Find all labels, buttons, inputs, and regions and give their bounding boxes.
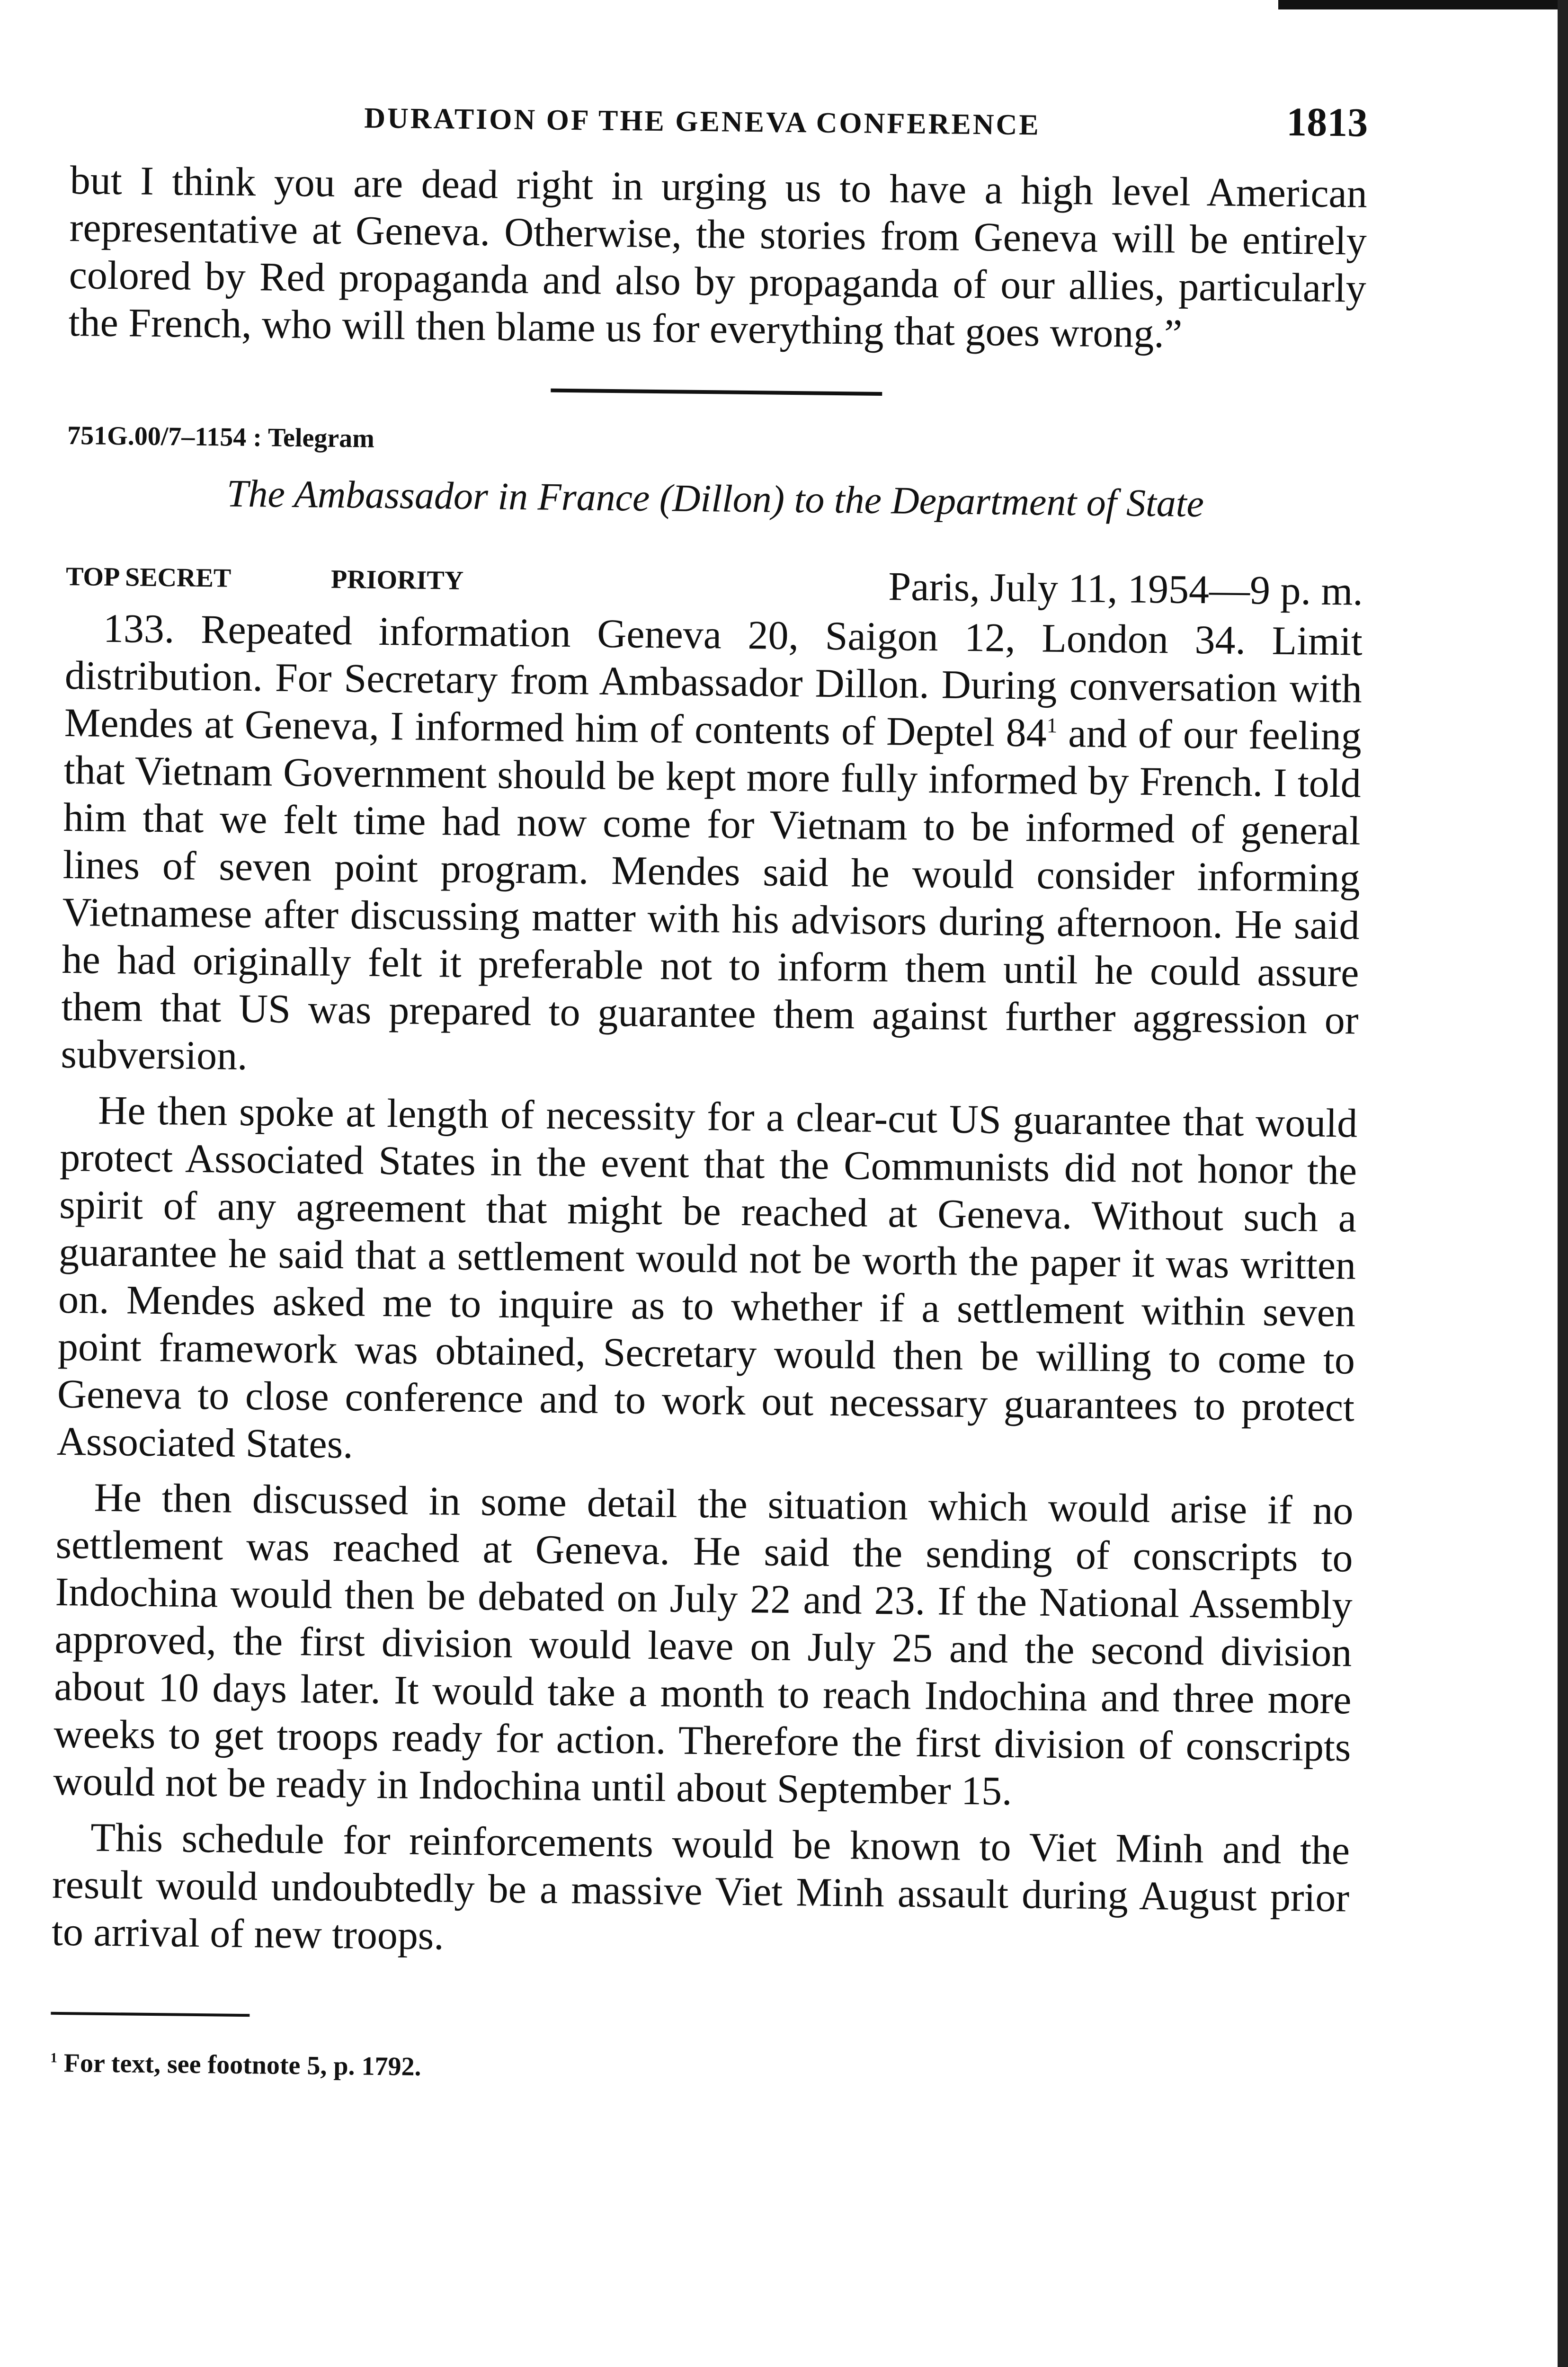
scan-edge-right <box>1558 0 1568 2367</box>
continuation-paragraph: but I think you are dead right in urging us to have a high level American representative at Geneva. Otherwise, the stories from Geneva will be entirely colored by Red propaganda and also by propaganda of our allies, particularly the French, who will then blame us for everything that goes wrong.” <box>68 157 1368 356</box>
footnote-divider <box>51 2012 249 2017</box>
scan-edge-top <box>1278 0 1568 9</box>
footnote-text: For text, see footnote 5, p. 1792. <box>57 2048 421 2082</box>
classification-row <box>65 557 1363 614</box>
telegram-paragraph-1 <box>61 604 1363 1091</box>
paragraph-1-text-b: and of our feeling that Vietnam Government should be kept more fully informed by French. I told him that we felt time had now come for Vietnam to be informed of general lines of seven point program. Mendes said he would consider informing Vietnamese after discussing matter with his advisors during afternoon. He said he had originally felt it preferable not to inform them until he could assure them that US was prepared to guarantee them against further aggression or subversion. <box>61 710 1362 1079</box>
document-file-number: 751G.00/7–1154 : Telegram <box>67 420 375 454</box>
telegram-paragraph-4: This schedule for reinforcements would be known to Viet Minh and the result would undoubtedly be a massive Viet Minh assault during August prior to arrival of new troops. <box>51 1814 1350 1958</box>
page-number: 1813 <box>1286 98 1368 145</box>
footnote <box>50 2048 1348 2092</box>
document-title: The Ambassador in France (Dillon) to the Department of State <box>226 472 1204 525</box>
dateline: Paris, July 11, 1954—9 p. m. <box>888 563 1363 614</box>
section-divider <box>551 389 882 396</box>
document-page <box>50 85 1368 2091</box>
running-head <box>70 85 1368 170</box>
running-head-title: DURATION OF THE GENEVA CONFERENCE <box>364 102 1041 142</box>
precedence-label: PRIORITY <box>330 564 464 596</box>
classification-label: TOP SECRET <box>65 561 232 593</box>
footnote-reference[interactable]: 1 <box>1046 713 1058 738</box>
paragraph-1-text-a: 133. Repeated information Geneva 20, Saigon 12, London 34. Limit distribution. For Secretary from Ambassador Dillon. During conversation with Mendes at Geneva, I informed him of contents of Deptel 84 <box>64 605 1363 756</box>
telegram-paragraph-2: He then spoke at length of necessity for a clear-cut US guarantee that would protect Associated States in the event that the Communists did not honor the spirit of any agreement that might be reached at Geneva. Without such a guarantee he said that a settlement would not be worth the paper it was written on. Mendes asked me to inquire as to whether if a settlement within seven point framework was obtained, Secretary would then be willing to come to Geneva to close conference and to work out necessary guarantees to protect Associated States. <box>56 1087 1358 1467</box>
telegram-paragraph-3: He then discussed in some detail the situation which would arise if no settlement was reached at Geneva. He said the sending of conscripts to Indochina would then be debated on July 22 and 23. If the National Assembly approved, the first division would leave on July 25 and the second division about 10 days later. It would take a month to reach Indochina and three more weeks to get troops ready for action. Therefore the first division of conscripts would not be ready in Indochina until about September 15. <box>53 1474 1354 1814</box>
footnote-marker: 1 <box>50 2050 58 2066</box>
